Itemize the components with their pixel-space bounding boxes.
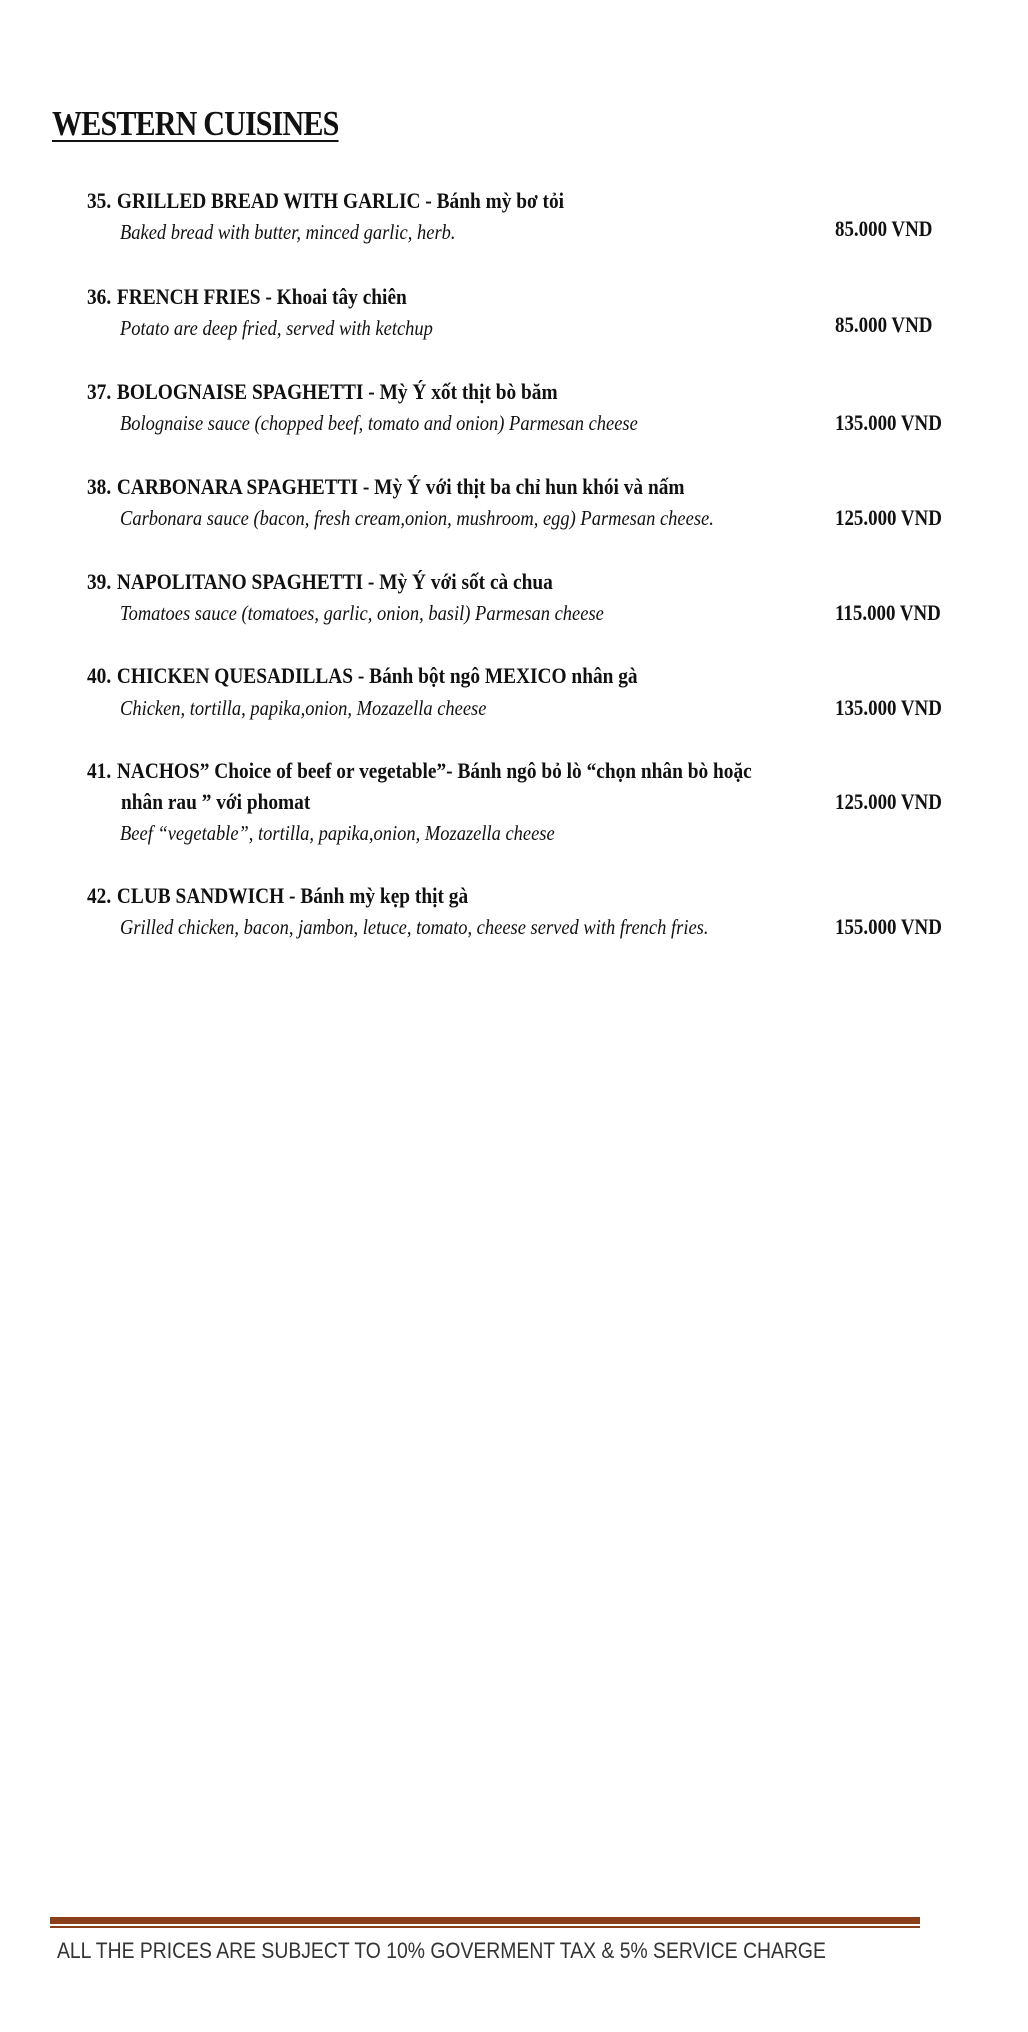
item-description: Tomatoes sauce (tomatoes, garlic, onion, basil) Parmesan cheese xyxy=(120,601,604,625)
item-description: Bolognaise sauce (chopped beef, tomato and onion) Parmesan cheese xyxy=(120,411,638,435)
item-price: 135.000 VND xyxy=(835,410,942,435)
item-price: 135.000 VND xyxy=(835,695,942,720)
item-title xyxy=(87,186,564,216)
item-number: 42. xyxy=(87,883,112,908)
item-number: 37. xyxy=(87,379,112,404)
item-title xyxy=(87,282,407,312)
item-name: NAPOLITANO SPAGHETTI - Mỳ Ý với sốt cà chua xyxy=(116,569,553,594)
item-description: Baked bread with butter, minced garlic, herb. xyxy=(120,220,456,244)
item-price: 85.000 VND xyxy=(835,216,933,241)
item-title xyxy=(87,567,553,597)
item-number: 41. xyxy=(87,758,112,783)
item-number: 35. xyxy=(87,188,112,213)
footer-note: ALL THE PRICES ARE SUBJECT TO 10% GOVERMENT TAX & 5% SERVICE CHARGE xyxy=(57,1938,826,1963)
item-number: 36. xyxy=(87,284,112,309)
item-description: Carbonara sauce (bacon, fresh cream,onion, mushroom, egg) Parmesan cheese. xyxy=(120,506,714,530)
item-title xyxy=(87,756,752,786)
item-title xyxy=(87,661,638,691)
item-price: 115.000 VND xyxy=(835,600,941,625)
item-price: 125.000 VND xyxy=(835,789,942,814)
item-title xyxy=(87,472,685,502)
item-description: Grilled chicken, bacon, jambon, letuce, tomato, cheese served with french fries. xyxy=(120,915,709,939)
item-name: FRENCH FRIES - Khoai tây chiên xyxy=(116,284,407,309)
item-name: BOLOGNAISE SPAGHETTI - Mỳ Ý xốt thịt bò băm xyxy=(116,379,558,404)
item-price: 125.000 VND xyxy=(835,505,942,530)
item-price: 155.000 VND xyxy=(835,914,942,939)
item-name: CHICKEN QUESADILLAS - Bánh bột ngô MEXICO nhân gà xyxy=(116,663,638,688)
item-name: GRILLED BREAD WITH GARLIC - Bánh mỳ bơ tỏi xyxy=(116,188,565,213)
footer-divider-thin xyxy=(50,1926,920,1928)
item-title xyxy=(87,377,558,407)
item-name: CLUB SANDWICH - Bánh mỳ kẹp thịt gà xyxy=(116,883,469,908)
item-price: 85.000 VND xyxy=(835,312,933,337)
item-description: Beef “vegetable”, tortilla, papika,onion, Mozazella cheese xyxy=(120,821,555,845)
footer-divider xyxy=(50,1917,920,1924)
item-number: 39. xyxy=(87,569,112,594)
item-name: NACHOS” Choice of beef or vegetable”- Bánh ngô bỏ lò “chọn nhân bò hoặc xyxy=(116,758,752,783)
item-name: CARBONARA SPAGHETTI - Mỳ Ý với thịt ba chỉ hun khói và nấm xyxy=(116,474,685,499)
section-title: WESTERN CUISINES xyxy=(52,104,339,143)
item-title xyxy=(87,881,468,911)
item-title-continuation: nhân rau ” với phomat xyxy=(121,789,311,814)
item-number: 40. xyxy=(87,663,112,688)
item-description: Chicken, tortilla, papika,onion, Mozazella cheese xyxy=(120,696,487,720)
item-number: 38. xyxy=(87,474,112,499)
item-description: Potato are deep fried, served with ketchup xyxy=(120,316,433,340)
